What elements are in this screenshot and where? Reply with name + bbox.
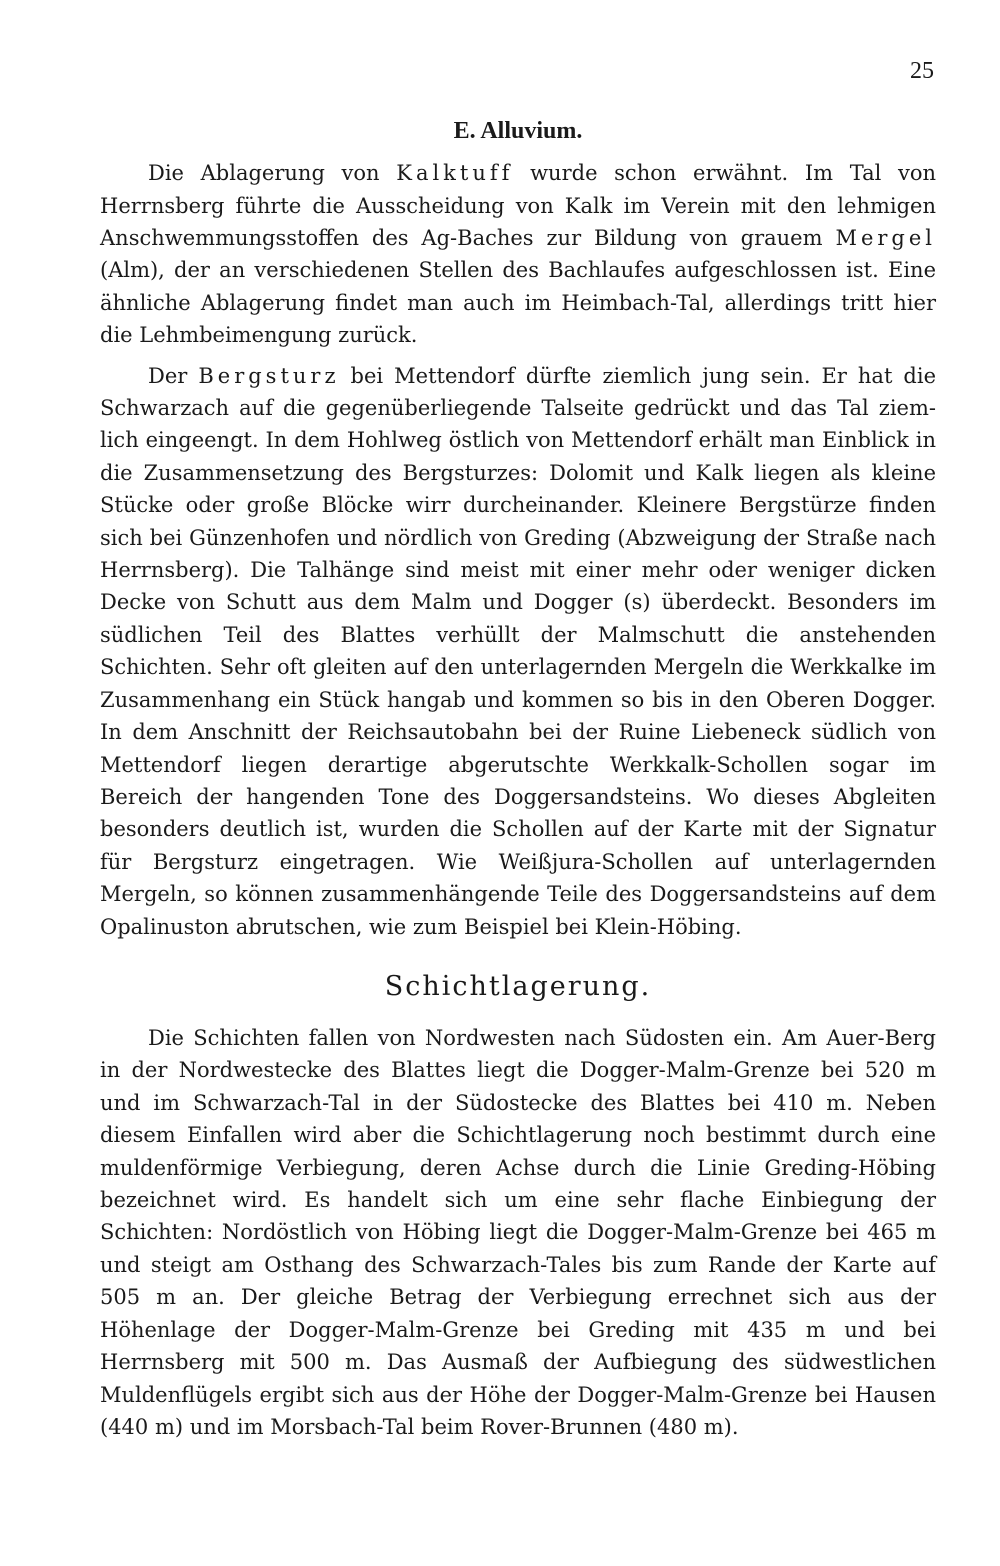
paragraph-schichtlagerung: Die Schichten fallen von Nordwesten nach Südosten ein. Am Auer-Berg in der Nordwestecke des Blattes liegt die Dogger-Malm-Grenze bei 520 m und im Schwarzach-Tal in der Südostecke des Blattes bei 410 m. Neben diesem Einfallen wird aber die Schichtlagerung noch bestimmt durch eine muldenförmige Verbiegung, deren Achse durch die Linie Greding-Höbing bezeichnet wird. Es handelt sich um eine sehr flache Einbiegung der Schichten: Nordöstlich von Höbing liegt die Dogger-Malm-Grenze bei 465 m und steigt am Osthang des Schwarzach-Tales bis zum Rande der Karte auf 505 m an. Der gleiche Betrag der Verbiegung errechnet sich aus der Höhenlage der Dogger-Malm-Grenze bei Greding mit 435 m und bei Herrnsberg mit 500 m. Das Ausmaß der Aufbiegung des südwestlichen Muldenflügels ergibt sich aus der Höhe der Dogger-Malm-Grenze bei Hausen (440 m) und im Morsbach-Tal beim Rover-Brunnen (480 m). [100,1026,936,1439]
chapter-heading-schichtlagerung: Schichtlagerung. [384,970,652,1002]
paragraph-kalktuff [100,157,936,351]
text-run: (Alm), der an verschiedenen Stellen des Bachlaufes aufgeschlossen ist. Eine ähnliche Ablagerung findet man auch im Heimbach-Tal, allerdings tritt hier die Lehmbeimengung zurück. [100,258,936,348]
text-run: Der [148,363,199,388]
emphasis-bergsturz: Bergsturz [198,363,340,388]
page-number: 25 [910,58,934,84]
text-run: wurde schon erwähnt. Im Tal von Herrnsberg führte die Ausscheidung von Kalk im Verein mit den lehmigen Anschwemmungsstoffen des Ag-Baches zur Bildung von grauem [100,161,936,250]
text-run: Die Ablagerung von [148,161,397,186]
emphasis-mergel: Mergel [835,226,936,250]
text-run: bei Mettendorf dürfte ziemlich jung sein. Er hat die Schwarzach auf die gegenüberliegende Talseite gedrückt und das Tal ziemlich eingeengt. In dem Hohlweg östlich von Mettendorf erhält man Einblick in die Zusammensetzung des Bergsturzes: Dolomit und Kalk liegen als kleine Stücke oder große Blöcke wirr durcheinander. Kleinere Bergstürze finden sich bei Günzenhofen und nördlich von Greding (Abzweigung der Straße nach Herrnsberg). Die Talhänge sind meist mit einer mehr oder weniger dicken Decke von Schutt aus dem Malm und Dogger (s) überdeckt. Besonders im südlichen Teil des Blattes verhüllt der Malmschutt die anstehenden Schichten. Sehr oft gleiten auf den unterlagernden Mergeln die Werkkalke im Zusammenhang ein Stück hangab und kommen so bis in den Oberen Dogger. In dem Anschnitt der Reichsautobahn bei der Ruine Liebeneck südlich von Mettendorf liegen derartige abgerutschte Werkkalk-Schollen sogar im Bereich der hangenden Tone des Doggersandsteins. Wo dieses Abgleiten besonders deutlich ist, wurden die Schollen auf der Karte mit der Signatur für Bergsturz eingetragen. Wie Weißjura-Schollen auf unterlagernden Mergeln, so können zusammenhängende Teile des Doggersandsteins auf dem Opalinuston abrutschen, wie zum Beispiel bei Klein-Höbing. [100,363,936,939]
page-content [100,116,936,1447]
emphasis-kalktuff: Kalktuff [396,161,514,186]
paragraph-bergsturz [100,360,936,943]
section-heading-alluvium: E. Alluvium. [453,118,583,144]
